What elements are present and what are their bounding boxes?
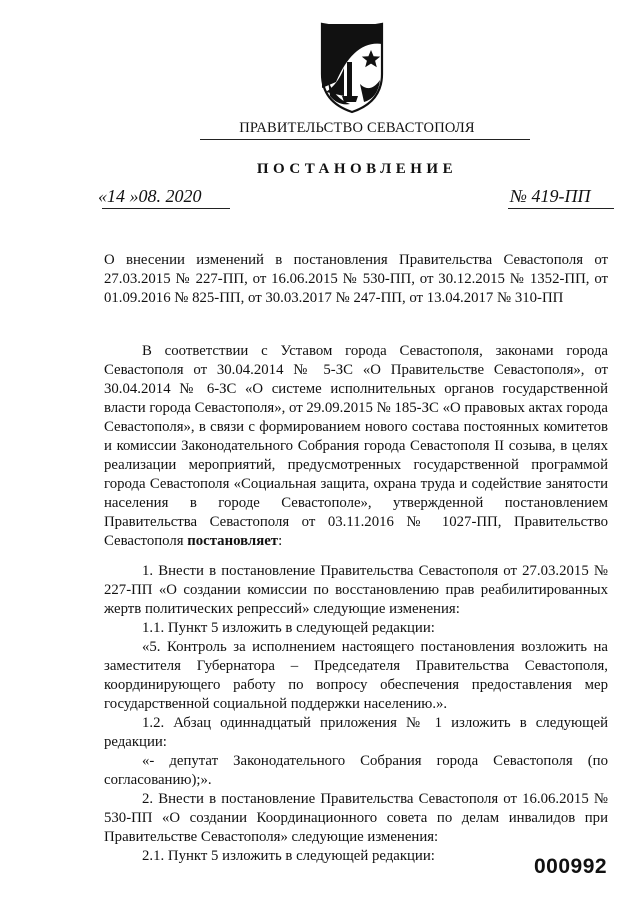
header-divider bbox=[200, 139, 530, 140]
document-body bbox=[104, 562, 608, 866]
clause-1-1: 1.1. Пункт 5 изложить в следующей редакции: bbox=[142, 620, 435, 636]
clause-1-2-text: «- депутат Законодательного Собрания города Севастополя (по согласованию);». bbox=[104, 753, 608, 788]
subject-text: О внесении изменений в постановления Правительства Севастополя от 27.03.2015 № 227-ПП, от 16.06.2015 № 530-ПП, от 30.12.2015 № 1352-ПП, от 01.09.2016 № 825-ПП, от 30.03.2017 № 247-ПП, от 13.04.2017 № 310-ПП bbox=[104, 252, 608, 306]
document-date: «14 »08. 2020 bbox=[98, 186, 202, 206]
preamble-text: В соответствии с Уставом города Севастополя, законами города Севастополя от 30.04.2014 № 5-ЗС «О Правительстве Севастополя», от 30.04.2014 № 6-ЗС «О системе исполнительных органов государственной власти города Севастополя», от 29.09.2015 № 185-ЗС «О правовых актах города Севастополя», в связи с формированием нового состава постоянных комитетов и комиссии Законодательного Собрания города Севастополя II созыва, в целях реализации мероприятий, предусмотренных государственной программой города Севастополя «Социальная защита, охрана труда и содействие занятости населения в городе Севастополе», утвержденной постановлением Правительства Севастополя от 03.11.2016 № 1027-ПП, Правительство Севастополя bbox=[104, 343, 608, 549]
document-subject bbox=[104, 251, 608, 308]
sevastopol-coat-of-arms-icon bbox=[314, 22, 390, 114]
clause-2: 2. Внести в постановление Правительства Севастополя от 16.06.2015 № 530-ПП «О создании Координационного совета по делам инвалидов при Правительстве Севастополя» следующие изменения: bbox=[104, 791, 608, 845]
government-name: ПРАВИТЕЛЬСТВО СЕВАСТОПОЛЯ bbox=[239, 120, 475, 136]
preamble-ending: : bbox=[278, 533, 283, 549]
clause-2-1: 2.1. Пункт 5 изложить в следующей редакции: bbox=[142, 848, 435, 864]
date-underline bbox=[102, 208, 230, 209]
page-serial-number: 000992 bbox=[534, 855, 608, 878]
clause-1-2: 1.2. Абзац одиннадцатый приложения № 1 изложить в следующей редакции: bbox=[104, 715, 608, 750]
document-number: № 419-ПП bbox=[510, 186, 591, 206]
number-underline bbox=[508, 208, 614, 209]
clause-1: 1. Внести в постановление Правительства Севастополя от 27.03.2015 № 227-ПП «О создании комиссии по восстановлению прав реабилитированных жертв политических репрессий» следующие изменения: bbox=[104, 563, 608, 617]
document-type-title: ПОСТАНОВЛЕНИЕ bbox=[256, 161, 458, 177]
preamble-paragraph bbox=[104, 342, 608, 551]
preamble-decree-word: постановляет bbox=[187, 533, 279, 549]
clause-1-1-text: «5. Контроль за исполнением настоящего постановления возложить на заместителя Губернатора – Председателя Правительства Севастополя, координирующего работу по вопросу обеспечения предоставления мер государственной социальной поддержки населению.». bbox=[104, 639, 608, 712]
preamble bbox=[104, 342, 608, 551]
